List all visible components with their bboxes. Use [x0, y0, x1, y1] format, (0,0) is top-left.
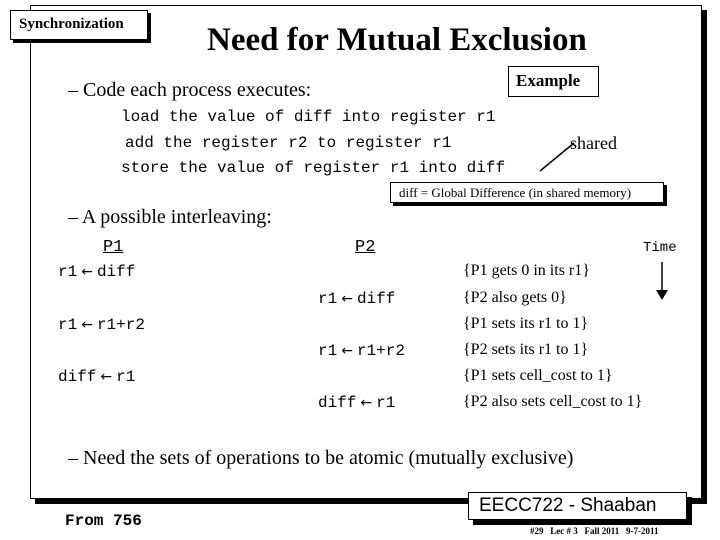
p2-op-rhs: r1+r2 — [356, 342, 405, 360]
comment-p2-sets-r1: {P2 sets its r1 to 1} — [463, 341, 589, 358]
code-line-add: add the register r2 to register r1 — [125, 134, 452, 152]
p2-label: P2 — [355, 238, 376, 257]
code-heading: – Code each process executes: — [68, 79, 312, 101]
comment-p2-sets-cell-cost: {P2 also sets cell_cost to 1} — [463, 393, 643, 410]
course-label: EECC722 - Shaaban — [479, 495, 657, 516]
page-title: Need for Mutual Exclusion — [207, 22, 587, 58]
comment-p1-sets-r1: {P1 sets its r1 to 1} — [463, 315, 589, 332]
left-arrow-icon: ← — [360, 395, 373, 411]
p1-op-store — [58, 368, 135, 386]
p2-op-lhs: r1 — [318, 342, 338, 360]
p1-op-lhs: r1 — [58, 263, 78, 281]
topic-tag: Synchronization — [19, 16, 124, 32]
p1-op-rhs: r1 — [116, 368, 136, 386]
p2-op-store — [318, 394, 395, 412]
comment-p2-gets-0: {P2 also gets 0} — [463, 289, 567, 306]
p2-op-rhs: diff — [356, 290, 396, 308]
left-arrow-icon: ← — [81, 264, 93, 280]
p2-op-rhs: r1 — [376, 394, 396, 412]
footer-info: #29 Lec # 3 Fall 2011 9-7-2011 — [530, 526, 659, 536]
left-arrow-icon: ← — [341, 291, 353, 307]
diff-note-box — [390, 182, 664, 203]
left-arrow-icon: ← — [81, 317, 93, 333]
topic-tag-box — [10, 10, 148, 40]
diff-note: diff = Global Difference (in shared memory) — [399, 185, 632, 200]
conclusion-text: – Need the sets of operations to be atomic (mutually exclusive) — [68, 447, 574, 469]
from-label: From 756 — [65, 512, 142, 530]
code-line-store: store the value of register r1 into diff — [121, 159, 506, 177]
comment-p1-sets-cell-cost: {P1 sets cell_cost to 1} — [463, 367, 613, 384]
example-box — [508, 66, 599, 97]
time-arrow — [652, 260, 672, 302]
p1-op-lhs: diff — [58, 368, 97, 386]
p2-op-add — [318, 342, 405, 360]
p1-op-rhs: r1+r2 — [96, 316, 145, 334]
example-label: Example — [516, 71, 581, 90]
p1-op-lhs: r1 — [58, 316, 78, 334]
code-line-load: load the value of diff into register r1 — [121, 108, 496, 126]
p2-op-lhs: r1 — [318, 290, 338, 308]
left-arrow-icon: ← — [341, 343, 353, 359]
p2-op-lhs: diff — [318, 394, 357, 412]
comment-p1-gets-0: {P1 gets 0 in its r1} — [463, 262, 590, 279]
p1-op-rhs: diff — [96, 263, 136, 281]
time-label: Time — [643, 240, 677, 256]
interleaving-heading: – A possible interleaving: — [68, 206, 272, 228]
shared-pointer-line — [530, 140, 580, 175]
p2-op-load — [318, 290, 395, 308]
p1-label: P1 — [103, 238, 124, 257]
shared-label: shared — [570, 133, 617, 153]
p1-op-add — [58, 316, 145, 334]
course-badge — [468, 492, 687, 520]
p1-op-load — [58, 263, 135, 281]
left-arrow-icon: ← — [100, 369, 113, 385]
